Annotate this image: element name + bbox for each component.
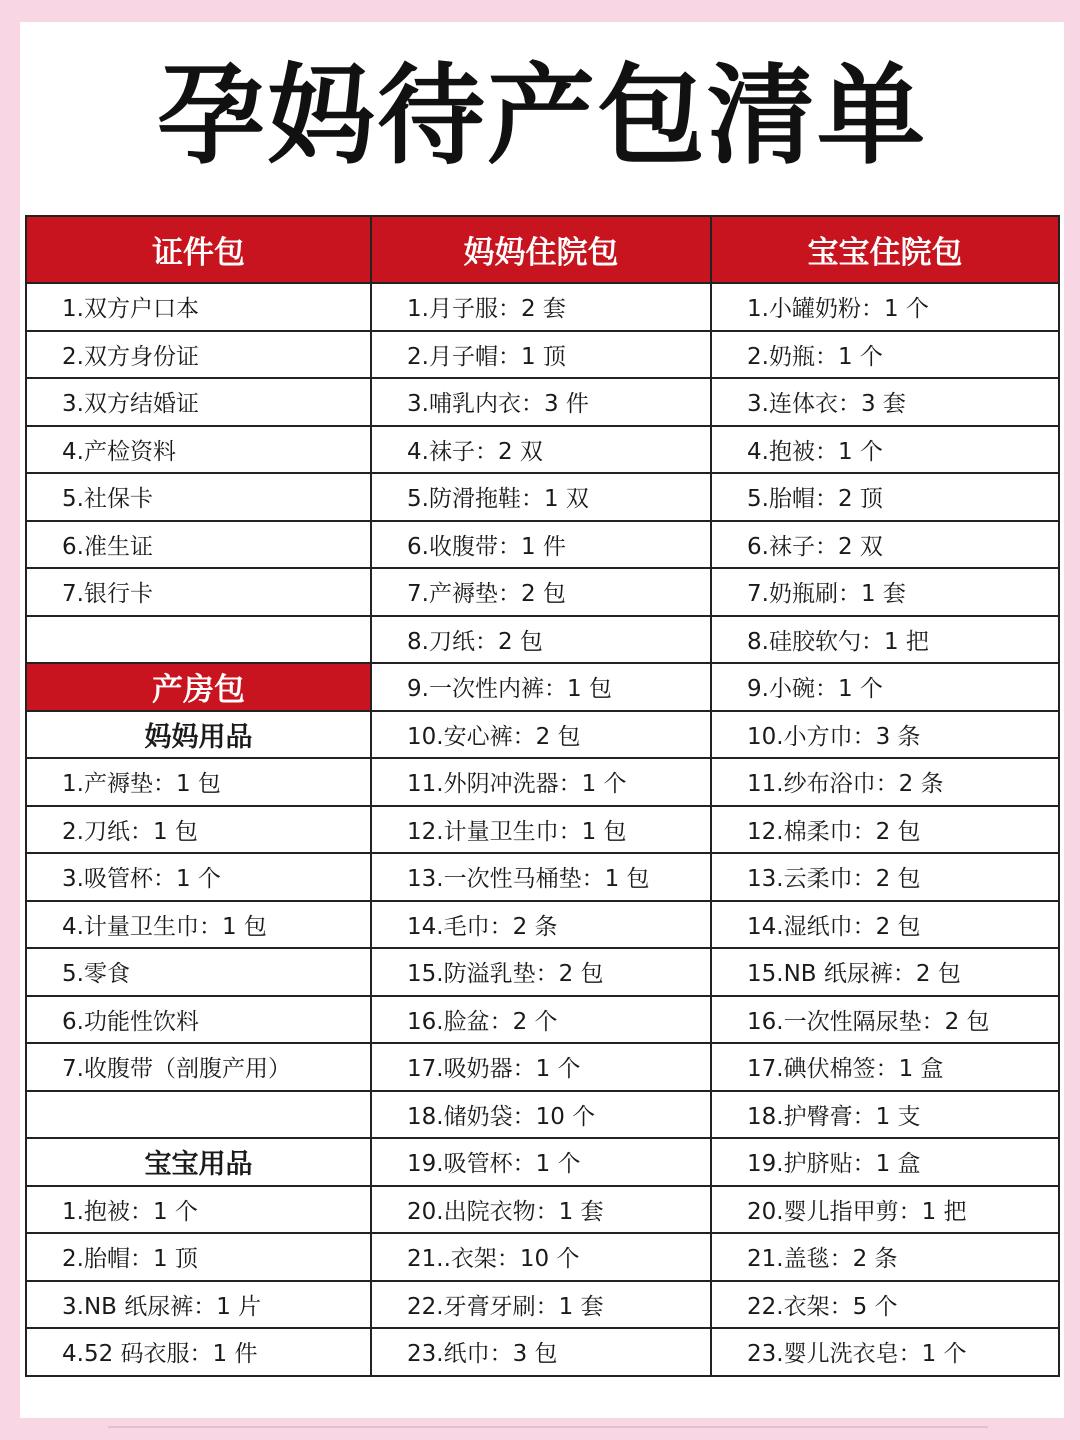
table-row — [26, 378, 1059, 426]
baby-item: 16.一次性隔尿垫：2 包 — [711, 996, 1059, 1044]
docs-item: 3.双方结婚证 — [26, 378, 371, 426]
column-header-docs: 证件包 — [26, 216, 371, 283]
table-row — [26, 1091, 1059, 1139]
table-row — [26, 1328, 1059, 1376]
table-row — [26, 473, 1059, 521]
baby-item: 1.小罐奶粉：1 个 — [711, 283, 1059, 331]
baby-item: 20.婴儿指甲剪：1 把 — [711, 1186, 1059, 1234]
table-row — [26, 806, 1059, 854]
table-row — [26, 1186, 1059, 1234]
mom-item: 10.安心裤：2 包 — [371, 711, 711, 759]
table-row — [26, 948, 1059, 996]
delivery-mom-item: 4.计量卫生巾：1 包 — [26, 901, 371, 949]
mom-item: 14.毛巾：2 条 — [371, 901, 711, 949]
column-header-baby: 宝宝住院包 — [711, 216, 1059, 283]
delivery-baby-item: 3.NB 纸尿裤：1 片 — [26, 1281, 371, 1329]
delivery-baby-item: 4.52 码衣服：1 件 — [26, 1328, 371, 1376]
table-row — [26, 521, 1059, 569]
baby-item: 5.胎帽：2 顶 — [711, 473, 1059, 521]
delivery-header: 产房包 — [26, 663, 371, 711]
baby-item: 4.抱被：1 个 — [711, 426, 1059, 474]
checklist-table — [25, 215, 1060, 1377]
baby-item: 11.纱布浴巾：2 条 — [711, 758, 1059, 806]
table-row — [26, 1281, 1059, 1329]
bottom-divider — [108, 1426, 988, 1428]
page-title: 孕妈待产包清单 — [156, 54, 927, 179]
table-row — [26, 996, 1059, 1044]
baby-item: 18.护臀膏：1 支 — [711, 1091, 1059, 1139]
table-row — [26, 1233, 1059, 1281]
mom-item: 13.一次性马桶垫：1 包 — [371, 853, 711, 901]
delivery-baby-item: 1.抱被：1 个 — [26, 1186, 371, 1234]
baby-item: 13.云柔巾：2 包 — [711, 853, 1059, 901]
mom-item: 18.储奶袋：10 个 — [371, 1091, 711, 1139]
table-row — [26, 331, 1059, 379]
mom-item: 23.纸巾：3 包 — [371, 1328, 711, 1376]
baby-item: 3.连体衣：3 套 — [711, 378, 1059, 426]
mom-item: 6.收腹带：1 件 — [371, 521, 711, 569]
delivery-mom-item: 3.吸管杯：1 个 — [26, 853, 371, 901]
table-row — [26, 1043, 1059, 1091]
baby-item: 10.小方巾：3 条 — [711, 711, 1059, 759]
delivery-mom-item: 1.产褥垫：1 包 — [26, 758, 371, 806]
table-row — [26, 283, 1059, 331]
baby-item: 6.袜子：2 双 — [711, 521, 1059, 569]
table-row — [26, 758, 1059, 806]
docs-item: 6.准生证 — [26, 521, 371, 569]
mom-item: 2.月子帽：1 顶 — [371, 331, 711, 379]
table-row — [26, 901, 1059, 949]
column-header-mom: 妈妈住院包 — [371, 216, 711, 283]
mom-item: 11.外阴冲洗器：1 个 — [371, 758, 711, 806]
mom-item: 21..衣架：10 个 — [371, 1233, 711, 1281]
mom-item: 22.牙膏牙刷：1 套 — [371, 1281, 711, 1329]
docs-item: 2.双方身份证 — [26, 331, 371, 379]
header-row — [26, 216, 1059, 283]
table-row — [26, 616, 1059, 664]
mom-item: 3.哺乳内衣：3 件 — [371, 378, 711, 426]
mom-item: 9.一次性内裤：1 包 — [371, 663, 711, 711]
empty-cell — [26, 1091, 371, 1139]
docs-item: 7.银行卡 — [26, 568, 371, 616]
mom-item: 20.出院衣物：1 套 — [371, 1186, 711, 1234]
delivery-baby-title: 宝宝用品 — [26, 1138, 371, 1186]
baby-item: 14.湿纸巾：2 包 — [711, 901, 1059, 949]
mom-item: 5.防滑拖鞋：1 双 — [371, 473, 711, 521]
delivery-mom-title: 妈妈用品 — [26, 711, 371, 759]
checklist-page — [20, 22, 1064, 1418]
delivery-mom-item: 2.刀纸：1 包 — [26, 806, 371, 854]
mom-item: 16.脸盆：2 个 — [371, 996, 711, 1044]
baby-item: 7.奶瓶刷：1 套 — [711, 568, 1059, 616]
baby-item: 2.奶瓶：1 个 — [711, 331, 1059, 379]
baby-item: 22.衣架：5 个 — [711, 1281, 1059, 1329]
mom-item: 8.刀纸：2 包 — [371, 616, 711, 664]
baby-item: 8.硅胶软勺：1 把 — [711, 616, 1059, 664]
table-row — [26, 711, 1059, 759]
mom-item: 12.计量卫生巾：1 包 — [371, 806, 711, 854]
docs-item: 1.双方户口本 — [26, 283, 371, 331]
baby-item: 17.碘伏棉签：1 盒 — [711, 1043, 1059, 1091]
delivery-baby-item: 2.胎帽：1 顶 — [26, 1233, 371, 1281]
table-row — [26, 1138, 1059, 1186]
empty-cell — [26, 616, 371, 664]
baby-item: 9.小碗：1 个 — [711, 663, 1059, 711]
baby-item: 15.NB 纸尿裤：2 包 — [711, 948, 1059, 996]
mom-item: 19.吸管杯：1 个 — [371, 1138, 711, 1186]
mom-item: 1.月子服：2 套 — [371, 283, 711, 331]
table-row — [26, 853, 1059, 901]
table-row — [26, 426, 1059, 474]
mom-item: 15.防溢乳垫：2 包 — [371, 948, 711, 996]
docs-item: 4.产检资料 — [26, 426, 371, 474]
mom-item: 4.袜子：2 双 — [371, 426, 711, 474]
baby-item: 21.盖毯：2 条 — [711, 1233, 1059, 1281]
table-row — [26, 663, 1059, 711]
delivery-mom-item: 5.零食 — [26, 948, 371, 996]
mom-item: 7.产褥垫：2 包 — [371, 568, 711, 616]
delivery-mom-item: 6.功能性饮料 — [26, 996, 371, 1044]
docs-item: 5.社保卡 — [26, 473, 371, 521]
mom-item: 17.吸奶器：1 个 — [371, 1043, 711, 1091]
baby-item: 23.婴儿洗衣皂：1 个 — [711, 1328, 1059, 1376]
delivery-mom-item: 7.收腹带（剖腹产用） — [26, 1043, 371, 1091]
baby-item: 12.棉柔巾：2 包 — [711, 806, 1059, 854]
table-row — [26, 568, 1059, 616]
baby-item: 19.护脐贴：1 盒 — [711, 1138, 1059, 1186]
